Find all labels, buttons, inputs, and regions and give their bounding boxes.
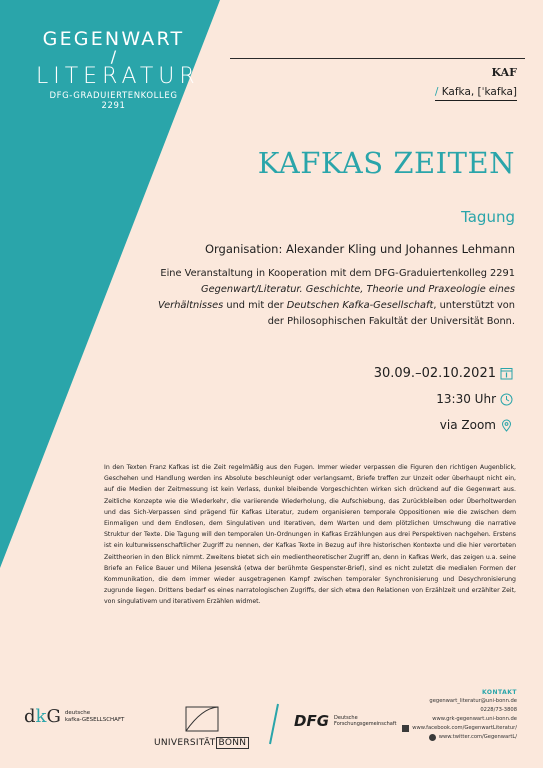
header-rule [230, 58, 525, 59]
description-paragraph: In den Texten Franz Kafkas ist die Zeit regelmäßig aus den Fugen. Immer wieder verpassen die Figuren den richtigen Augenblick, Geschehen und Handlung werden ins Absolute beschleunigt oder verlangsamt, Briefe treffen zur Unzeit oder überhaupt nicht ein, auf die Medien der Zeitmessung ist kein Verlass, dunkel bleibende Vorgeschichten wirken sich drückend auf die Gegenwart aus. Zeitliche Konzepte wie die Wiederkehr, die variierende Wiederholung, die Aufschiebung, das Zurückbleiben oder Überholtwerden und das Sich-Verpassen sind prägend für Kafkas Literatur, zudem organisieren temporale Oppositionen wie die zwischen dem Einmaligen und dem Endlosen, dem Singulativen und Iterativen, dem Warten und dem plötzlichen Umschwung die narrative Struktur der Texte. Die Tagung will den temporalen Un-Ordnungen in Kafkas Erzählungen aus drei Perspektiven nachgehen. Erstens ist ein kulturwissenschaftlicher Zugriff zu nennen, der Kafkas Texte in Bezug auf ihre historischen Kontexte und die hier verorteten Zeittheorien in den Blick nimmt. Zweitens bietet sich ein medientheoretischer Zugriff an, denn in Kafkas Werk, das zeigen u.a. seine Briefe an Felice Bauer und Milena Jesenská (etwa der berühmte Gespenster-Brief), sind es nicht zuletzt die medialen Formen der Kommunikation, die dem immer wieder ausgetragenen Kampf zwischen temporaler Synchronisierung und Desychronisierung zugrunde liegen. Drittens bedarf es eines narratologischen Zugriffs, der sich etwa den Relationen von Erzählzeit und erzählter Zeit, von singulativem und iterativem Erzählen widmet. [104, 464, 516, 606]
event-type: Tagung [461, 208, 515, 226]
coop-part-2: Gegenwart/Literatur. Geschichte, Theorie und Praxeologie eines Verhältnisses [158, 284, 515, 311]
uni-bonn-box: BONN [216, 737, 250, 749]
uni-bonn-emblem-icon [182, 706, 222, 732]
dfg-mark: DFG [294, 712, 330, 730]
organisation-line: Organisation: Alexander Kling und Johannes Lehmann [204, 242, 515, 256]
twitter-icon [429, 734, 436, 741]
contact-heading: KONTAKT [481, 689, 517, 696]
dkg-g: G [46, 706, 61, 727]
sponsor-logos [24, 700, 404, 752]
event-location [440, 418, 513, 432]
calendar-icon [500, 367, 513, 380]
contact-facebook: www.facebook.com/GegenwartLiteratur/ [412, 725, 517, 731]
coop-part-4: Deutschen Kafka-Gesellschaft [286, 300, 434, 311]
contact-email[interactable]: gegenwart_literatur@uni-bonn.de [429, 698, 517, 704]
teal-slash: / [434, 86, 439, 98]
dkg-mark [24, 706, 61, 727]
contact-web[interactable]: www.grk-gegenwart.uni-bonn.de [432, 716, 517, 722]
dkg-logo [24, 706, 124, 727]
logo-line-graduiertenkolleg: DFG-GRADUIERTENKOLLEG 2291 [49, 91, 178, 111]
logo-slash: / [110, 47, 117, 66]
contact-twitter: www.twitter.com/GegenwartL/ [438, 734, 517, 740]
logo-line-gegenwart: GEGENWART [42, 28, 185, 50]
coop-part-3: und mit der [223, 300, 287, 311]
contact-block [402, 688, 517, 742]
teal-slash-divider [268, 702, 280, 746]
event-time [436, 392, 513, 406]
gegenwart-literatur-logo [36, 28, 200, 111]
dkg-text [65, 710, 125, 724]
dkg-k: k [35, 706, 47, 727]
location-pin-icon [500, 419, 513, 432]
coop-part-5: , unterstützt von der Philosophischen Fakultät der Universität Bonn. [267, 300, 515, 327]
coop-part-1: Eine Veranstaltung in Kooperation mit dem DFG-Graduiertenkolleg 2291 [160, 268, 515, 279]
kafka-ipa-text: Kafka, [ˈkafka] [441, 86, 517, 98]
dkg-text-2: kafka-GESELLSCHAFT [64, 716, 125, 723]
time-text: 13:30 Uhr [436, 392, 496, 406]
page-title: KAFKAS ZEITEN [257, 146, 515, 180]
contact-phone: 0228/73-3808 [480, 707, 517, 713]
date-text: 30.09.–02.10.2021 [373, 366, 496, 381]
dfg-text-1: Deutsche [334, 715, 358, 721]
kaf-label: KAF [491, 66, 517, 79]
contact-twitter-row[interactable] [402, 733, 517, 742]
event-date [374, 366, 513, 381]
contact-facebook-row[interactable] [402, 724, 517, 733]
dfg-logo [294, 712, 396, 730]
place-text: via Zoom [439, 418, 496, 432]
uni-bonn-name [154, 738, 249, 748]
kafka-pronunciation [435, 86, 517, 98]
dfg-text-2: Forschungsgemeinschaft [334, 721, 397, 727]
uni-text: UNIVERSITÄT [154, 738, 216, 748]
logo-line-literatur: LITERATUR [36, 64, 200, 89]
dkg-d: d [24, 706, 36, 727]
clock-icon [500, 393, 513, 406]
uni-bonn-logo [154, 706, 249, 748]
dfg-text [334, 715, 396, 727]
dkg-text-1: deutsche [64, 709, 91, 716]
kafka-underline [435, 100, 517, 101]
cooperation-text [155, 266, 515, 330]
